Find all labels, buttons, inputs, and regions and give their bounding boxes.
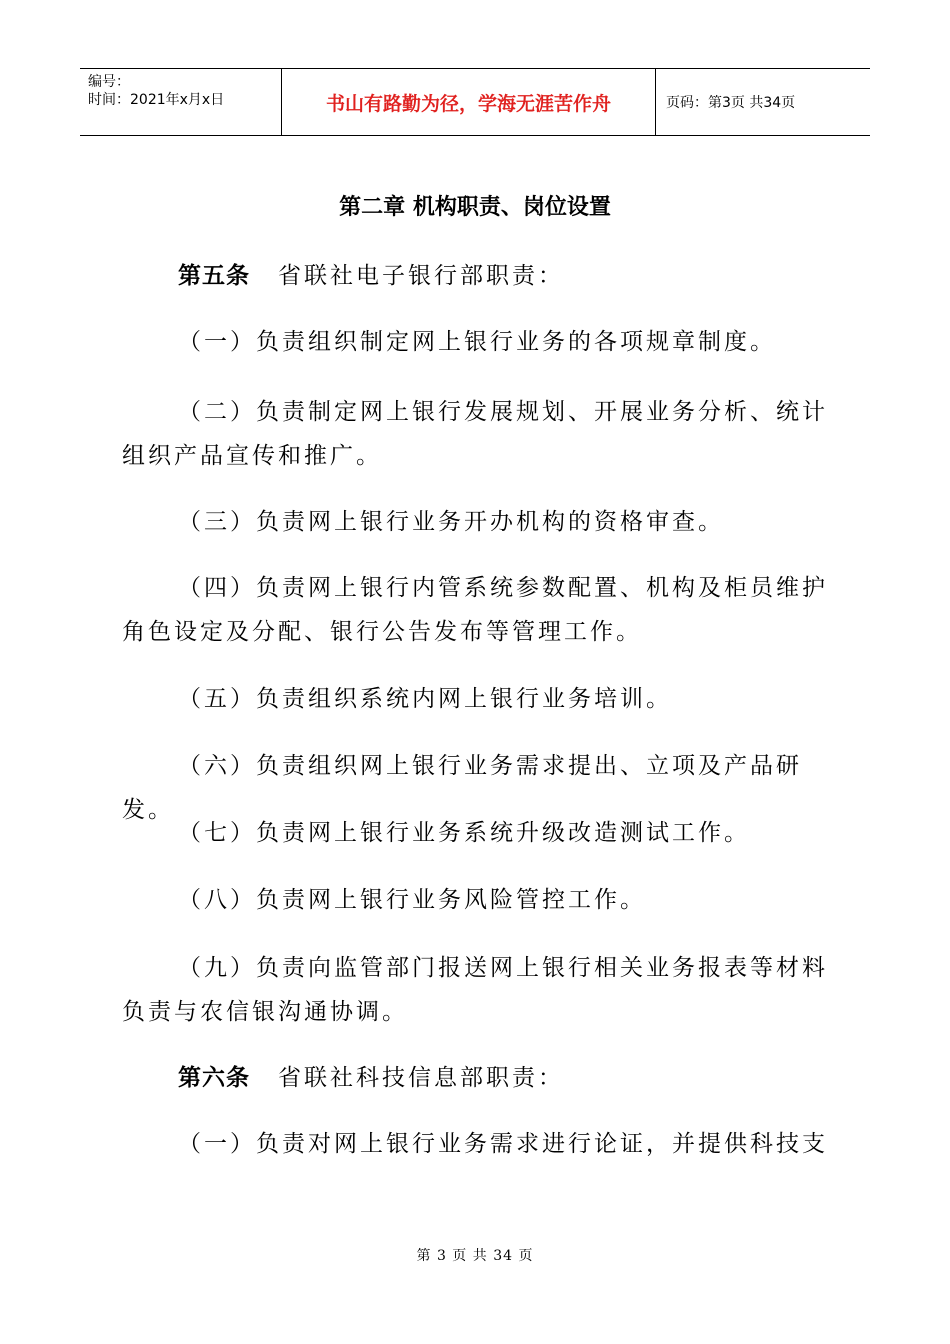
article-5-item-8: （八）负责网上银行业务风险管控工作。 <box>178 887 646 913</box>
article-5-item-6: （六）负责组织网上银行业务需求提出、立项及产品研发。 <box>122 753 802 823</box>
page-footer: 第 3 页 共 34 页 <box>416 1248 534 1264</box>
article-6-heading <box>122 1056 832 1100</box>
header-number: 编号： <box>88 74 130 90</box>
header-page-info: 页码：第3页 共34页 <box>666 95 796 111</box>
header-motto: 书山有路勤为径，学海无涯苦作舟 <box>282 69 656 135</box>
chapter-title: 第二章 机构职责、岗位设置 <box>339 195 611 220</box>
article-5-item-2: （二）负责制定网上银行发展规划、开展业务分析、统计组织产品宣传和推广。 <box>122 399 828 469</box>
article-6-number: 第六条 <box>178 1065 250 1091</box>
article-6-item-1: （一）负责对网上银行业务需求进行论证，并提供科技支 <box>178 1131 828 1157</box>
article-5-item-4: （四）负责网上银行内管系统参数配置、机构及柜员维护角色设定及分配、银行公告发布等管理工作。 <box>122 575 828 645</box>
page-header <box>80 68 870 136</box>
article-5-item-3: （三）负责网上银行业务开办机构的资格审查。 <box>178 509 724 535</box>
article-5-number: 第五条 <box>178 263 250 289</box>
header-date: 时间：2021年x月x日 <box>88 92 225 108</box>
article-5-item-1: （一）负责组织制定网上银行业务的各项规章制度。 <box>178 329 776 355</box>
article-5-text: 省联社电子银行部职责： <box>278 263 564 289</box>
article-5-item-5: （五）负责组织系统内网上银行业务培训。 <box>178 686 672 712</box>
article-6-text: 省联社科技信息部职责： <box>278 1065 564 1091</box>
article-5-item-7: （七）负责网上银行业务系统升级改造测试工作。 <box>178 820 750 846</box>
article-5-heading <box>122 254 832 298</box>
article-5-item-9: （九）负责向监管部门报送网上银行相关业务报表等材料负责与农信银沟通协调。 <box>122 955 828 1025</box>
header-meta <box>80 69 282 135</box>
